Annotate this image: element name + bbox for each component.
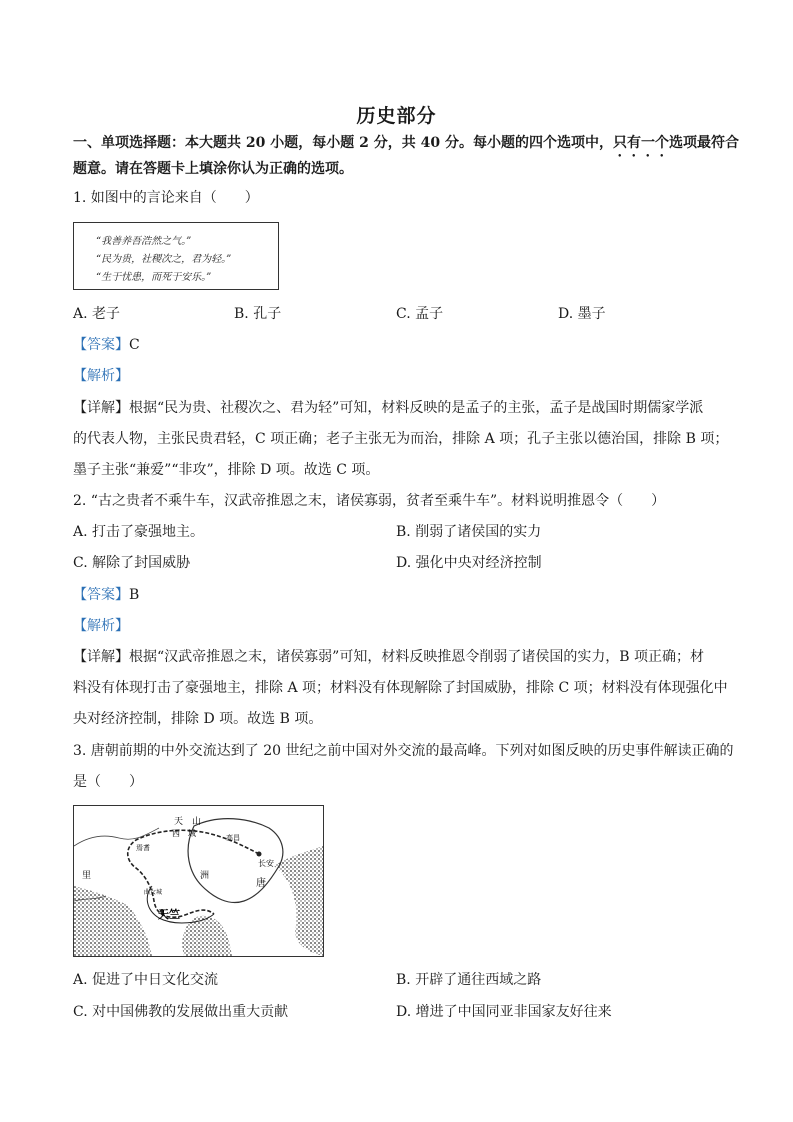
q3-option-c: C. 对中国佛教的发展做出重大贡献 — [73, 1004, 289, 1020]
answer-tag: 【答案】 — [73, 587, 129, 603]
map-label-city: 曲女城 — [144, 890, 163, 896]
q1-detail-line: 的代表人物，主张民贵君轻，C 项正确；老子主张无为而治，排除 A 项；孔子主张以德治国，排除 B 项； — [73, 431, 729, 447]
xuanzang-route-map — [74, 806, 323, 956]
q1-detail-line — [73, 398, 703, 418]
q3-option-b: B. 开辟了通往西域之路 — [396, 972, 542, 988]
q1-detail-line: 墨子主张“兼爱”“非攻”，排除 D 项。故选 C 项。 — [73, 462, 380, 478]
answer-value: C — [129, 337, 140, 353]
q1-quote-line: “民为贵，社稷次之，君为轻。” — [96, 254, 232, 265]
map-label-changan: 长安 — [258, 859, 274, 868]
q2-detail-line: 料没有体现打击了豪强地主，排除 A 项；材料没有体现解除了封国威胁，排除 C 项；材料没有体现强化中 — [73, 680, 728, 696]
q1-option-b: B. 孔子 — [234, 306, 282, 322]
answer-value: B — [129, 587, 140, 603]
q1-option-c: C. 孟子 — [396, 306, 444, 322]
q2-stem: 2. “古之贵者不乘牛车，汉武帝推恩之末，诸侯寡弱，贫者至乘牛车”。材料说明推恩令（ ） — [73, 493, 666, 509]
map-label-gaochang: 高昌 — [226, 834, 240, 842]
q3-map-figure — [73, 805, 324, 957]
q2-option-a: A. 打击了豪强地主。 — [73, 524, 205, 540]
q2-option-c: C. 解除了封国威胁 — [73, 555, 191, 571]
answer-tag: 【答案】 — [73, 337, 129, 353]
q2-analysis-tag: 【解析】 — [73, 618, 129, 634]
section-title: 历史部分 — [356, 105, 437, 127]
detail-text: 根据“民为贵、社稷次之、君为轻”可知，材料反映的是孟子的主张，孟子是战国时期儒家学派 — [129, 400, 704, 416]
q1-option-a: A. 老子 — [73, 306, 121, 322]
map-label-tang: 唐 — [256, 878, 266, 889]
q1-analysis-tag: 【解析】 — [73, 368, 129, 384]
map-label-yanqi: 焉耆 — [136, 844, 150, 852]
q3-stem-line: 3. 唐朝前期的中外交流达到了 20 世纪之前中国对外交流的最高峰。下列对如图反映的历史事件解读正确的 — [73, 743, 734, 759]
detail-tag: 【详解】 — [73, 400, 129, 416]
q2-option-d: D. 强化中央对经济控制 — [396, 555, 542, 571]
q3-option-a: A. 促进了中日文化交流 — [73, 972, 219, 988]
map-label-tianzhu: 天竺 — [158, 909, 180, 921]
q1-answer — [73, 335, 140, 355]
q2-detail-line: 央对经济控制，排除 D 项。故选 B 项。 — [73, 711, 323, 727]
q2-option-b: B. 削弱了诸侯国的实力 — [396, 524, 542, 540]
q1-quote-line: “生于忧患，而死于安乐。” — [96, 272, 212, 283]
q1-option-d: D. 墨子 — [558, 306, 606, 322]
instructions-emphasis: 只有一个 — [612, 135, 669, 151]
changan-dot — [257, 852, 262, 857]
instructions-line-1 — [73, 133, 739, 160]
instructions-suffix: 选项最符合 — [668, 135, 739, 151]
instructions-prefix: 一、单项选择题：本大题共 20 小题，每小题 2 分，共 40 分。每小题的四个选项中， — [73, 135, 613, 151]
q2-detail-line — [73, 647, 704, 667]
instructions-line-2: 题意。请在答题卡上填涂你认为正确的选项。 — [73, 161, 353, 177]
detail-text: 根据“汉武帝推恩之末，诸侯寡弱”可知，材料反映推恩令削弱了诸侯国的实力，B 项正确；材 — [129, 649, 705, 665]
q3-option-d: D. 增进了中国同亚非国家友好往来 — [396, 1004, 612, 1020]
q1-stem: 1. 如图中的言论来自（ ） — [73, 190, 259, 206]
q3-stem-line: 是（ ） — [73, 774, 143, 790]
q2-answer — [73, 585, 139, 605]
map-label-li: 里 — [82, 870, 92, 880]
map-label-zhou: 洲 — [200, 870, 210, 880]
map-label-tianshan: 天 山 — [174, 816, 202, 826]
q1-quote-line: “我善养吾浩然之气。” — [96, 236, 192, 247]
map-label-xiyu: 西 域 — [172, 829, 196, 838]
q1-quote-figure — [73, 222, 279, 290]
detail-tag: 【详解】 — [73, 649, 129, 665]
